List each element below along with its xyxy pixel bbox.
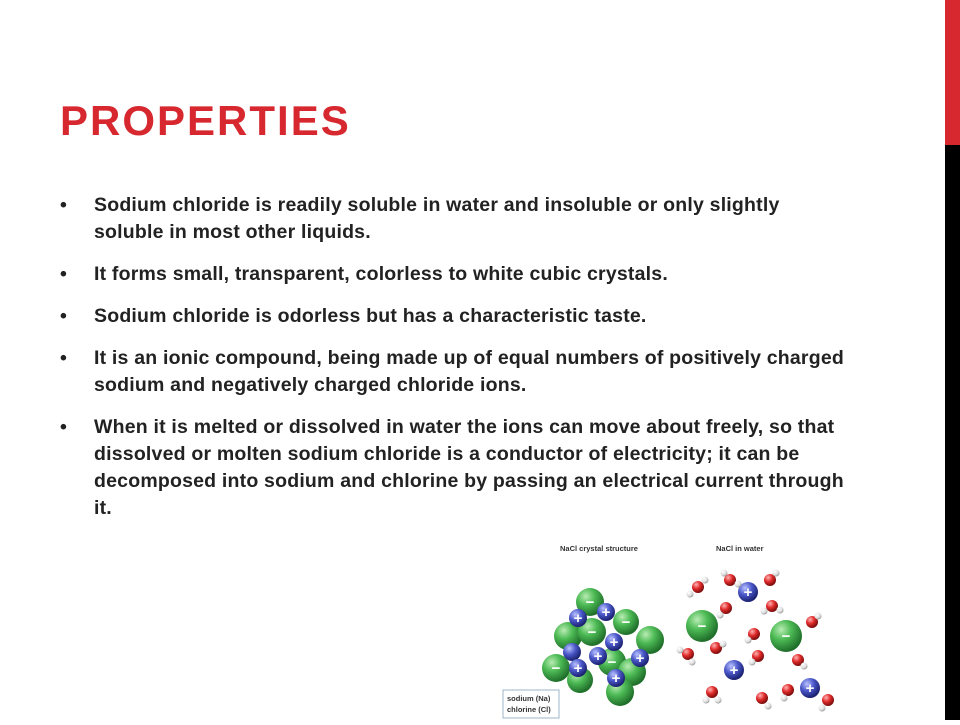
plus-icon: + xyxy=(729,662,739,679)
minus-icon: − xyxy=(551,660,561,677)
minus-icon: − xyxy=(607,654,617,671)
bullet-list xyxy=(60,192,850,537)
plus-icon: + xyxy=(635,650,645,667)
bullet-item xyxy=(60,303,850,330)
minus-icon: − xyxy=(697,618,707,635)
plus-icon: + xyxy=(593,648,603,665)
accent-bar-black xyxy=(945,145,960,720)
bullet-text: When it is melted or dissolved in water the ions can move about freely, so that dissolved or molten sodium chloride is a conductor of electricity; it can be decomposed into sodium and chlorine by passing an electrical current through it. xyxy=(94,416,844,519)
bullet-text: It forms small, transparent, colorless to white cubic crystals. xyxy=(94,263,668,285)
caption-water: NaCl in water xyxy=(716,544,764,553)
legend-sodium: sodium (Na) xyxy=(507,694,551,703)
bullet-item xyxy=(60,192,850,246)
nacl-illustration xyxy=(502,540,842,720)
caption-crystal: NaCl crystal structure xyxy=(560,544,638,553)
minus-icon: − xyxy=(621,614,631,631)
plus-icon: + xyxy=(805,680,815,697)
legend-chlorine: chlorine (Cl) xyxy=(507,705,551,714)
minus-icon: − xyxy=(585,594,595,611)
bullet-item xyxy=(60,414,850,522)
slide-title: PROPERTIES xyxy=(60,97,351,144)
bullet-dot: • xyxy=(60,305,68,327)
plus-icon: + xyxy=(601,604,611,621)
plus-icon: + xyxy=(743,584,753,601)
bullet-item xyxy=(60,345,850,399)
bullet-dot: • xyxy=(60,194,68,216)
plus-icon: + xyxy=(573,610,583,627)
bullet-dot: • xyxy=(60,347,68,369)
nacl-figure xyxy=(502,540,842,720)
figure-legend xyxy=(503,690,559,718)
bullet-dot: • xyxy=(60,263,68,285)
accent-bar-red xyxy=(945,0,960,145)
plus-icon: + xyxy=(611,670,621,687)
minus-icon: − xyxy=(781,628,791,645)
plus-icon: + xyxy=(573,660,583,677)
bullet-dot: • xyxy=(60,416,68,438)
minus-icon: − xyxy=(587,624,597,641)
plus-icon: + xyxy=(609,634,619,651)
bullet-text: It is an ionic compound, being made up of equal numbers of positively charged sodium and negatively charged chloride ions. xyxy=(94,347,844,396)
bullet-item xyxy=(60,261,850,288)
bullet-text: Sodium chloride is odorless but has a characteristic taste. xyxy=(94,305,647,327)
bullet-text: Sodium chloride is readily soluble in water and insoluble or only slightly soluble in most other liquids. xyxy=(94,194,780,243)
